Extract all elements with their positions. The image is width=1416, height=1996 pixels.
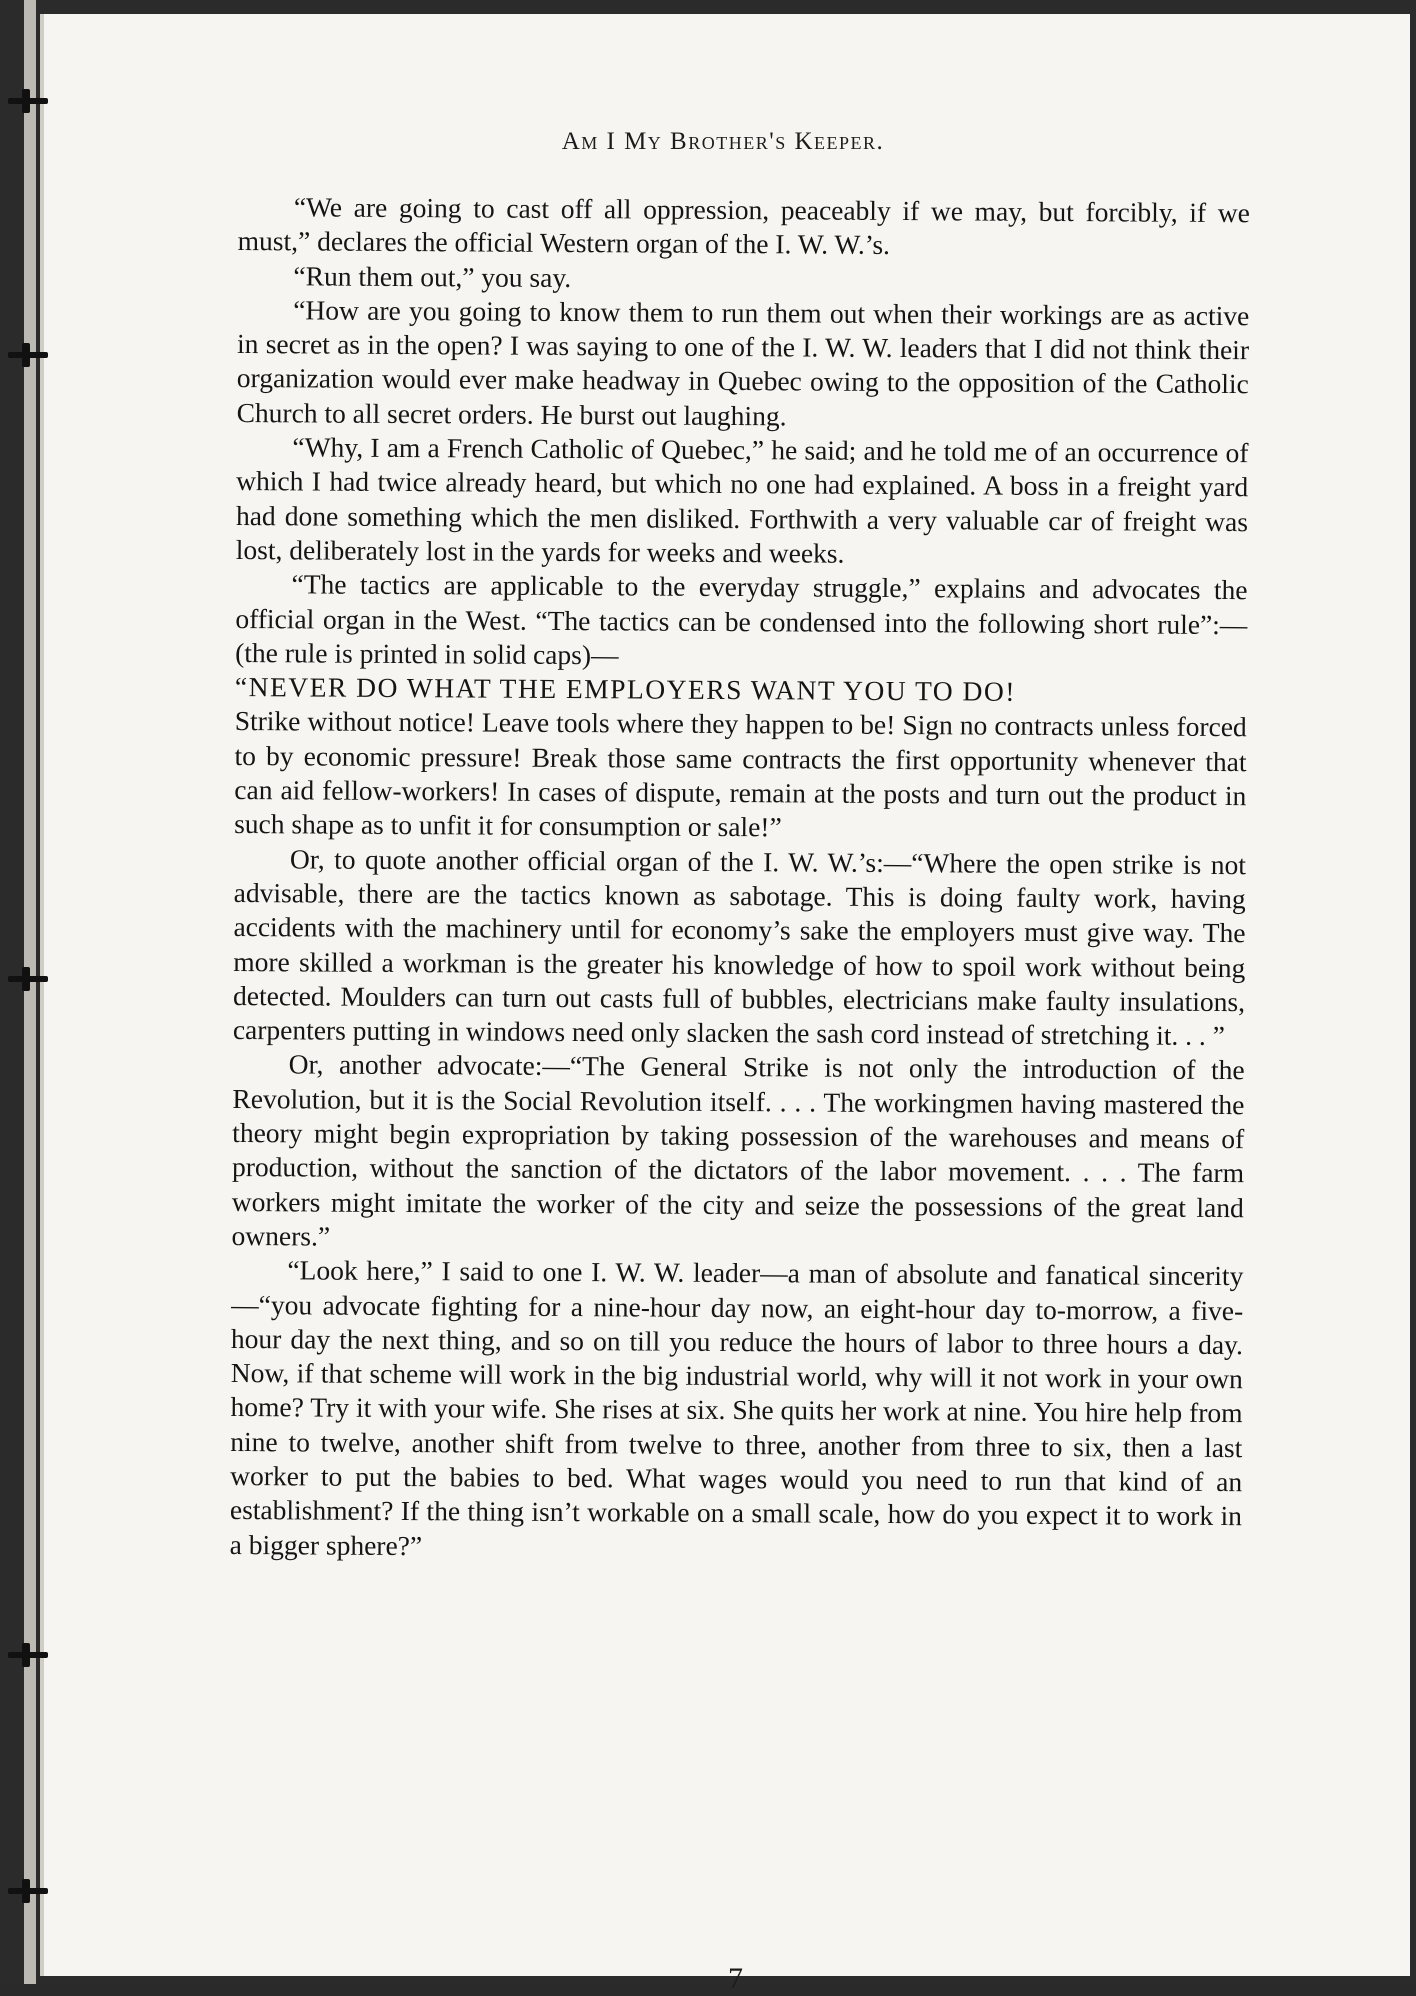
page-binding bbox=[24, 0, 36, 1984]
binding-stitch bbox=[8, 352, 48, 358]
running-header: Am I My Brother's Keeper. bbox=[561, 128, 885, 155]
binding-stitch bbox=[8, 1888, 48, 1894]
paragraph: Or, another advocate:—“The General Strike is not only the introduction of the Revolution, but it is the Social Revolution itself. . . . The workingmen having mastered the theory might begin expropriation by taking possession of the warehouses and means of production, without the sanction of the dictators of the labor movement. . . . The farm workers might imitate the worker of the city and seize the possessions of the great land owners.” bbox=[231, 1048, 1245, 1252]
caps-rule: “NEVER DO WHAT THE EMPLOYERS WANT YOU TO DO! bbox=[234, 671, 1017, 707]
paragraph: “Look here,” I said to one I. W. W. leader—a man of absolute and fanatical sincerity—“you advocate fighting for a nine-hour day now, an eight-hour day to-morrow, a five-hour day the next thing, and so on till you reduce the hours of labor to three hours a day. Now, if that scheme will work in the big industrial world, why will it not work in your own home? Try it with your wife. She rises at six. She quits her work at nine. You hire help from nine to twelve, another shift from twelve to three, another from three to six, then a last worker to put the babies to bed. What wages would you need to run that kind of an establishment? If the thing isn’t workable on a small scale, how do you expect it to work in a bigger sphere?” bbox=[229, 1254, 1244, 1561]
rule-continuation: Strike without notice! Leave tools where they happen to be! Sign no contracts unless forced to by economic pressure! Break those same contracts the first opportunity whenever that can aid fellow-workers! In cases of dispute, remain at the posts and turn out the product in such shape as to unfit it for consumption or sale!” bbox=[234, 705, 1247, 843]
paragraph: Or, to quote another official organ of the I. W. W.’s:—“Where the open strike is not advisable, there are the tactics known as sabotage. This is doing faulty work, having accidents with the machinery until for economy’s sake the employers must give way. The more skilled a workman is the greater his knowledge of how to spoil work without being detected. Moulders can turn out casts full of bubbles, electricians make faulty insulations, carpenters putting in windows need only slacken the sash cord instead of stretching it. . . ” bbox=[232, 842, 1246, 1052]
paragraph: “The tactics are applicable to the everyday struggle,” explains and advocates the official organ in the West. “The tactics can be condensed into the following short rule”:—(the rule is printed in solid caps)— bbox=[235, 568, 1248, 671]
paragraph: “Why, I am a French Catholic of Quebec,” he said; and he told me of an occurrence of which I had twice already heard, but which no one had explained. A boss in a freight yard had done something which the men disliked. Forthwith a very valuable car of freight was lost, deliberately lost in the yards for weeks and weeks. bbox=[235, 431, 1249, 569]
paragraph: “How are you going to know them to run them out when their workings are as active in secret as in the open? I was saying to one of the I. W. W. leaders that I did not think their organization would ever make headway in Quebec owing to the opposition of the Catholic Church to all secret orders. He burst out laughing. bbox=[236, 294, 1250, 432]
binding-stitch bbox=[8, 98, 48, 104]
binding-stitch bbox=[8, 976, 48, 982]
paragraph: “Run them out,” you say. bbox=[293, 259, 572, 293]
page-body bbox=[230, 190, 1250, 1568]
binding-stitch bbox=[8, 1652, 48, 1658]
paragraph: “We are going to cast off all oppression, peaceably if we may, but forcibly, if we must,” declares the official Western organ of the I. W. W.’s. bbox=[237, 191, 1250, 261]
page-number: 7 bbox=[728, 1962, 743, 1995]
